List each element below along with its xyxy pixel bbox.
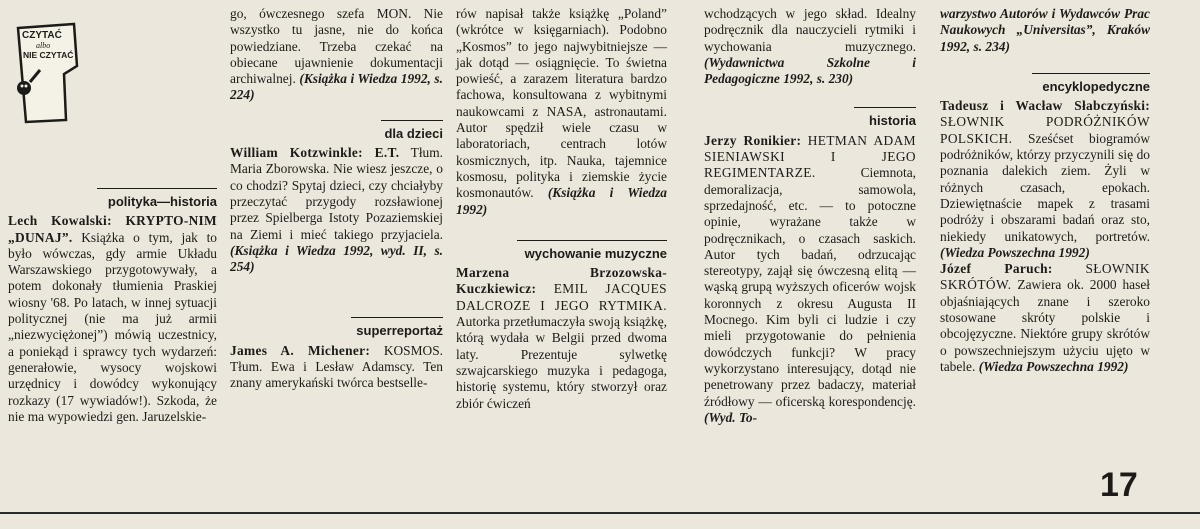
review-author: James A. Michener: (230, 342, 371, 358)
review-continuation (456, 6, 667, 218)
review-text: Ciemnota, demoralizacja, samowola, sprzedajność, etc. — to potoczne opinie, wyrażane także w podręcznikach, o czasach saskich. Autor tych badań, odrzucając stereotypy, zajął się ówczesną elitą — wąską grupą wyższych oficerów wojsk koronnych z okresu Augusta II Mocnego. Kim byli ci ludzie i czy mieli przygotowanie do pełnienia dowódczych funkcji? W pracy wykorzystano interesujący, dotąd nie penetrowany przez badaczy, materiał źródłowy — oficerską korespondencję. (704, 165, 916, 409)
review-text: go, ówczesnego szefa MON. Nie wszystko tu jasne, nie do końca powiedziane. Trzeba czekać na obiecane ujawnienie dokumentacji archiwalnej. (230, 6, 443, 87)
review-text: Zawiera ok. 2000 haseł objaśniających znane i szeroko stosowane skróty polskie i obcojęzyczne. Niektóre grupy skrótów o powszechniejszym użyciu ujęto w tabele. (940, 277, 1150, 374)
review-source: (Książka i Wiedza 1992) (456, 185, 667, 217)
review-source: (Książka i Wiedza 1992, wyd. II, s. 254) (230, 242, 443, 275)
review-text: Tłum. Maria Zborowska. Nie wiesz jeszcze, o co chodzi? Spytaj dzieci, czy chciałyby przeczytać przygody rozsławionej przez Spielberga Istoty Pozaziemskiej na Ziemi i mieć takiego przyjaciela. (230, 145, 443, 242)
review-text: Sześćset biogramów podróżników, którzy przyczynili się do poznania dalekich ziem. Żyli w różnych czasach, epokach. Dziewiętnaście mapek z trasami podróży i obszarami badań oraz sto, niekiedy unikatowych, portretów. (940, 130, 1150, 244)
column-4 (704, 6, 916, 426)
review-text: rów napisał także książkę „Poland” (wkrótce w księgarniach). Podobno „Kosmos” to jego najwybitniejsze — jak dotąd — osiągnięcie. To świetna powieść, a zarazem literatura bardzo fachowa, konsultowana z wybitnymi naukowcami z NASA, astronautami. Autor spędził wiele czasu w laboratoriach, centrach lotów kosmicznych, itp. Nauka, tajemnice kosmosu, polityka i ziemskie życie kosmonautów. (456, 6, 667, 201)
section-heading: historia (869, 113, 916, 129)
review-text: KOSMOS. Tłum. Ewa i Lesław Adamscy. Ten znany amerykański twórca bestselle- (230, 342, 443, 391)
review-continuation (230, 6, 443, 104)
review-entry (704, 133, 916, 426)
review-entry (230, 343, 443, 392)
review-text: wchodzących w jego skład. Idealny podręcznik dla nauczycieli rytmiki i wychowania muzycznego. (704, 6, 916, 54)
section-heading: superreportaż (356, 323, 443, 339)
review-source: (Wyd. To- (704, 409, 758, 425)
section-heading: wychowanie muzyczne (524, 245, 667, 261)
column-5 (940, 6, 1150, 375)
review-author: Jerzy Ronikier: (704, 132, 802, 148)
section-rule (517, 240, 667, 241)
review-author: William Kotzwinkle: E.T. (230, 145, 400, 161)
column-2 (230, 6, 443, 392)
section-rule (1032, 73, 1150, 74)
section-heading: dla dzieci (384, 125, 443, 141)
section-rule (97, 188, 217, 189)
review-title: SŁOWNIK SKRÓTÓW. (940, 261, 1150, 293)
section-heading: polityka—historia (107, 194, 217, 209)
page-bottom-rule (0, 512, 1200, 514)
svg-text:CZYTAĆ: CZYTAĆ (22, 30, 62, 41)
review-title: SŁOWNIK PODRÓŻNIKÓW POLSKICH. (940, 114, 1150, 146)
svg-text:NIE CZYTAĆ: NIE CZYTAĆ (23, 50, 74, 60)
review-continuation (940, 6, 1150, 55)
review-title: EMIL JACQUES DALCROZE I JEGO RYTMIKA. (456, 281, 667, 313)
review-author: Lech Kowalski: KRYPTO-NIM „DUNAJ”. (8, 213, 217, 245)
review-author: Tadeusz i Wacław Słabczyński: (940, 98, 1150, 114)
section-rule (854, 107, 916, 108)
review-entry (230, 145, 443, 275)
review-entry (8, 213, 217, 425)
czytac-albo-nie-czytac-logo (14, 22, 80, 124)
review-entry (456, 265, 667, 412)
column-3 (456, 6, 667, 412)
review-source: (Wydawnictwa Szkolne i Pedagogiczne 1992, s. 230) (704, 54, 916, 87)
review-text: Autorka przetłumaczyła swoją książkę, którą wydała w Belgii przed dwoma laty. Prezentuje sylwetkę szwajcarskiego muzyka i pedagoga, historię systemu, który stworzył oraz zbiór ćwiczeń (456, 314, 667, 411)
review-entry (940, 98, 1150, 261)
page-number: 17 (1100, 466, 1138, 504)
review-author: Józef Paruch: (940, 261, 1053, 277)
review-entry (940, 261, 1150, 375)
section-rule (381, 120, 443, 121)
section-rule (351, 317, 443, 318)
review-continuation (704, 6, 916, 87)
review-text: Książka o tym, jak to było wówczas, gdy armie Układu Warszawskiego przygotowywały, a potem dokonały tłumienia Praskiej wiosny '68. Po latach, w innej sytuacji politycznej (nie ma już armii „niezwyciężonej”) mówią uczestnicy, a poniekąd i sprawcy tych wydarzeń: generałowie, wysocy wojskowi urzędnicy i dowódcy wykonujący rozkazy (17 wywiadów!). Szkoda, że nie ma wypowiedzi gen. Jaruzelskie- (8, 229, 217, 424)
svg-text:albo: albo (36, 41, 51, 50)
review-source: warzystwo Autorów i Wydawców Prac Naukowych „Universitas”, Kraków 1992, s. 234) (940, 6, 1150, 54)
column-1 (8, 188, 217, 425)
review-title: HETMAN ADAM SIENIAWSKI I JEGO REGIMENTARZE. (704, 132, 916, 181)
section-heading: encyklopedyczne (1042, 78, 1150, 94)
review-source: (Wiedza Powszechna 1992) (978, 358, 1129, 374)
review-author: Marzena Brzozowska-Kuczkiewicz: (456, 265, 667, 297)
review-source: (Wiedza Powszechna 1992) (940, 244, 1090, 260)
review-source: (Książka i Wiedza 1992, s. 224) (230, 71, 443, 103)
